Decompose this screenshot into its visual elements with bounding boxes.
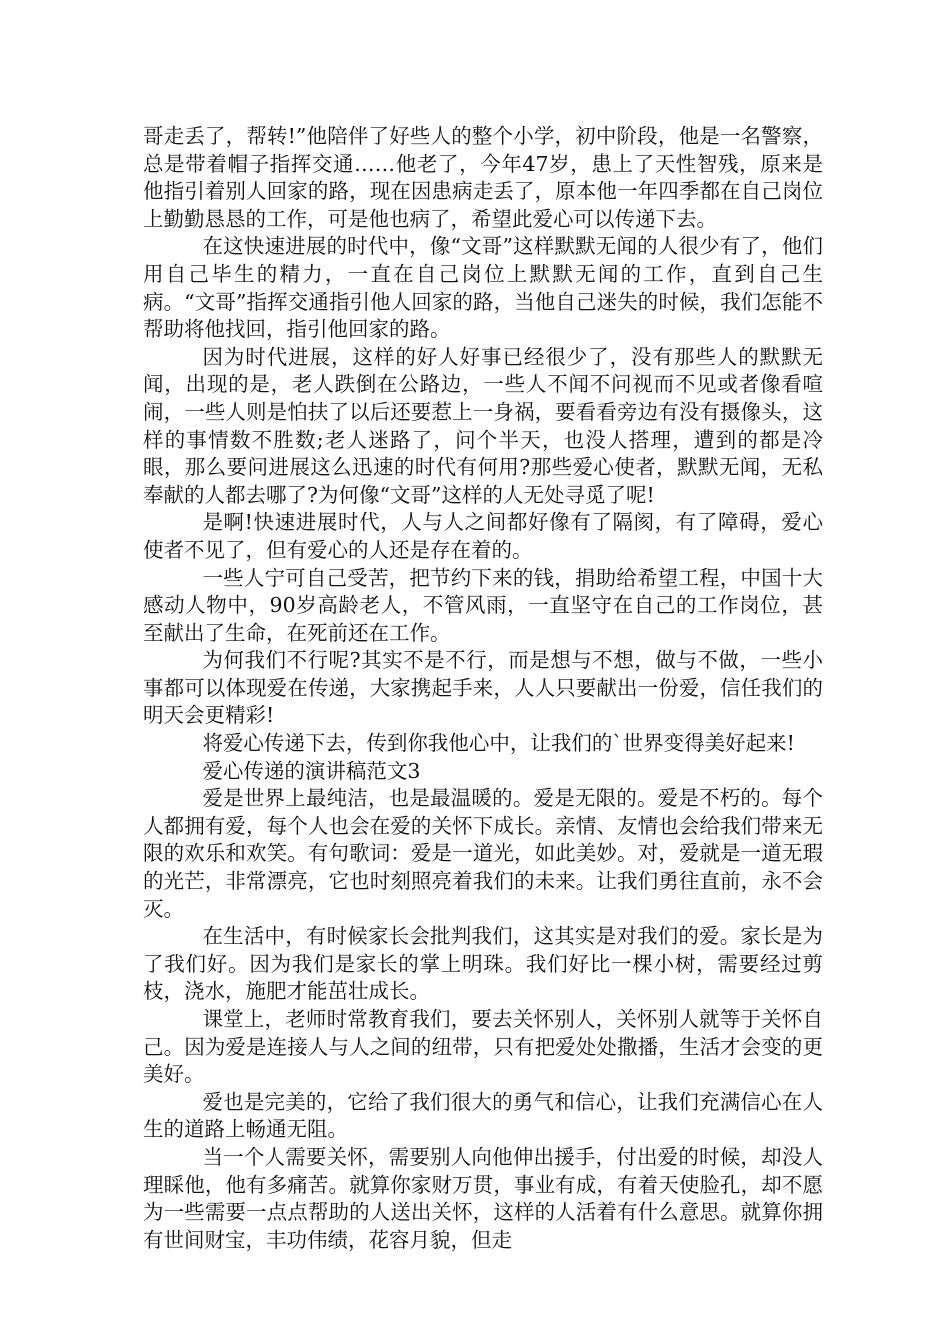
paragraph: 在生活中，有时候家长会批判我们，这其实是对我们的爱。家长是为了我们好。因为我们是家长的掌上明珠。我们好比一棵小树，需要经过剪枝，浇水，施肥才能茁壮成长。 — [143, 924, 823, 1004]
paragraph: 是啊!快速进展时代，人与人之间都好像有了隔阂，有了障碍，爱心使者不见了，但有爱心的人还是存在着的。 — [143, 510, 823, 562]
paragraph-continuation: 哥走丢了，帮转!”他陪伴了好些人的整个小学，初中阶段，他是一名警察，总是带着帽子指挥交通……他老了，今年47岁，患上了天性智残，原来是他指引着别人回家的路，现在因患病走丢了，原本他一年四季都在自己岗位上勤勤恳恳的工作，可是他也病了，希望此爱心可以传递下去。 — [143, 124, 823, 231]
paragraph: 当一个人需要关怀，需要别人向他伸出援手，付出爱的时候，却没人理睬他，他有多痛苦。就算你家财万贯，事业有成，有着天使脸孔，却不愿为一些需要一点点帮助的人送出关怀，这样的人活着有什么意思。就算你拥有世间财宝，丰功伟绩，花容月貌，但走 — [143, 1144, 823, 1252]
paragraph: 为何我们不行呢?其实不是不行，而是想与不想，做与不做，一些小事都可以体现爱在传递，大家携起手来，人人只要献出一份爱，信任我们的明天会更精彩! — [143, 648, 823, 728]
paragraph: 爱也是完美的，它给了我们很大的勇气和信心，让我们充满信心在人生的道路上畅通无阻。 — [143, 1089, 823, 1142]
paragraph: 课堂上，老师时常教育我们，要去关怀别人，关怀别人就等于关怀自己。因为爱是连接人与人之间的纽带，只有把爱处处撒播，生活才会变的更美好。 — [143, 1007, 823, 1087]
document-body — [143, 123, 823, 1254]
paragraph: 因为时代进展，这样的好人好事已经很少了，没有那些人的默默无闻，出现的是，老人跌倒在公路边，一些人不闻不问视而不见或者像看喧闹，一些人则是怕扶了以后还要惹上一身祸，要看看旁边有没有摄像头，这样的事情数不胜数;老人迷路了，问个半天，也没人搭理，遭到的都是冷眼，那么要问进展这么迅速的时代有何用?那些爱心使者，默默无闻，无私奉献的人都去哪了?为何像“文哥”这样的人无处寻觅了呢! — [143, 344, 823, 507]
paragraph: 爱是世界上最纯洁，也是最温暖的。爱是无限的。爱是不朽的。每个人都拥有爱，每个人也会在爱的关怀下成长。亲情、友情也会给我们带来无限的欢乐和欢笑。有句歌词：爱是一道光，如此美妙。对，爱就是一道无瑕的光芒，非常漂亮，它也时刻照亮着我们的未来。让我们勇往直前，永不会灭。 — [143, 786, 823, 921]
section-heading: 爱心传递的演讲稿范文3 — [202, 758, 421, 783]
paragraph: 将爱心传递下去，传到你我他心中，让我们的`世界变得美好起来! — [202, 731, 795, 756]
paragraph: 一些人宁可自己受苦，把节约下来的钱，捐助给希望工程，中国十大感动人物中，90岁高龄老人，不管风雨，一直坚守在自己的工作岗位，甚至献出了生命，在死前还在工作。 — [143, 565, 823, 645]
paragraph: 在这快速进展的时代中，像“文哥”这样默默无闻的人很少有了，他们用自己毕生的精力，一直在自己岗位上默默无闻的工作，直到自己生病。“文哥”指挥交通指引他人回家的路，当他自己迷失的时候，我们怎能不帮助将他找回，指引他回家的路。 — [143, 234, 823, 342]
